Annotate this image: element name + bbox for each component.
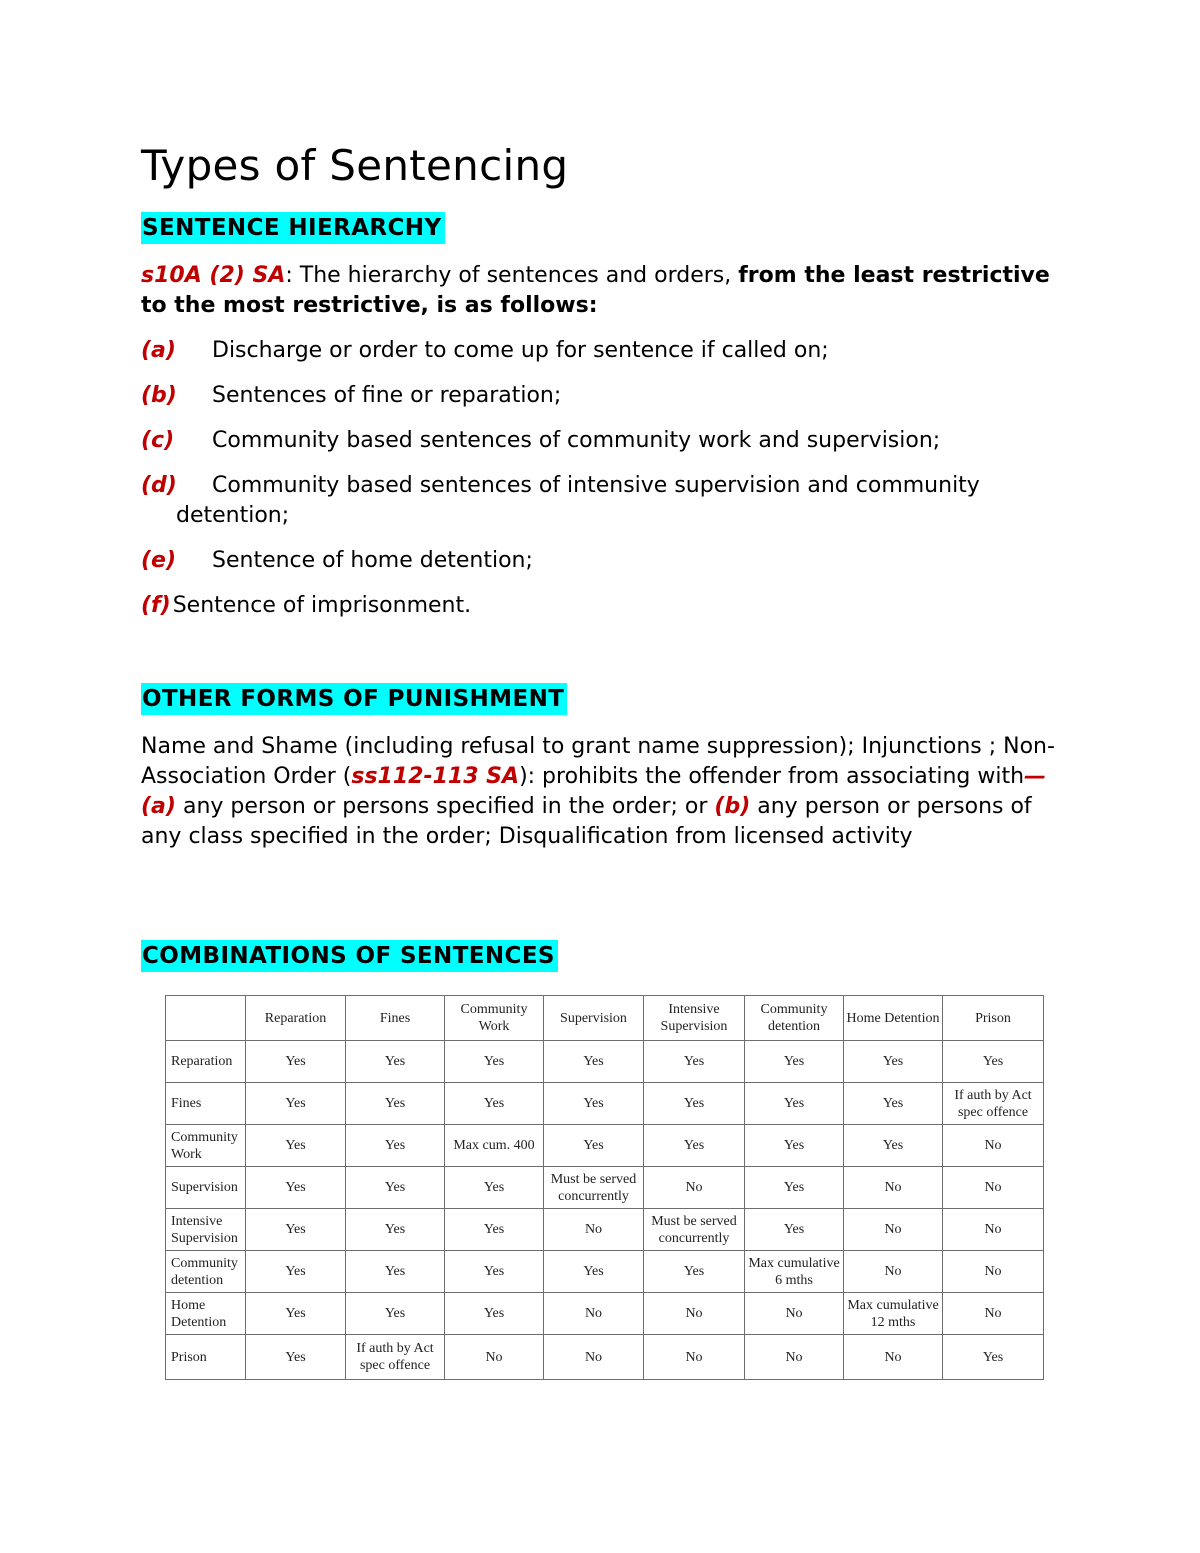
- heading-other-forms: OTHER FORMS OF PUNISHMENT: [141, 683, 567, 715]
- column-header: Fines: [346, 996, 445, 1041]
- row-header: Intensive Supervision: [166, 1209, 246, 1251]
- row-header: Supervision: [166, 1167, 246, 1209]
- row-header: Home Detention: [166, 1293, 246, 1335]
- column-header: [166, 996, 246, 1041]
- table-cell: Must be served concurrently: [544, 1167, 644, 1209]
- statute-ref-s10a: s10A (2) SA: [141, 263, 286, 288]
- table-header-row: [166, 996, 1044, 1041]
- table-cell: Yes: [644, 1251, 745, 1293]
- column-header: Prison: [943, 996, 1044, 1041]
- table-cell: Yes: [246, 1293, 346, 1335]
- table-cell: Yes: [544, 1041, 644, 1083]
- table-row: [166, 1041, 1044, 1083]
- table-cell: No: [844, 1251, 943, 1293]
- table-cell: No: [844, 1335, 943, 1380]
- table-cell: Yes: [544, 1251, 644, 1293]
- table-cell: Yes: [644, 1083, 745, 1125]
- table-cell: Yes: [844, 1083, 943, 1125]
- table-cell: Yes: [745, 1125, 844, 1167]
- table-cell: Yes: [346, 1293, 445, 1335]
- table-cell: Yes: [844, 1041, 943, 1083]
- table-cell: Yes: [445, 1293, 544, 1335]
- table-cell: No: [745, 1293, 844, 1335]
- hierarchy-item-b: (b) Sentences of fine or reparation;: [141, 383, 562, 408]
- column-header: Reparation: [246, 996, 346, 1041]
- table-cell: Yes: [246, 1083, 346, 1125]
- table-cell: Yes: [844, 1125, 943, 1167]
- row-header: Community Work: [166, 1125, 246, 1167]
- column-header: Community detention: [745, 996, 844, 1041]
- table-cell: Must be served concurrently: [644, 1209, 745, 1251]
- table-cell: Yes: [346, 1167, 445, 1209]
- row-header: Community detention: [166, 1251, 246, 1293]
- table-cell: Max cumulative 12 mths: [844, 1293, 943, 1335]
- table-cell: Yes: [745, 1083, 844, 1125]
- table-cell: Yes: [445, 1209, 544, 1251]
- table-cell: Max cumulative 6 mths: [745, 1251, 844, 1293]
- column-header: Home Detention: [844, 996, 943, 1041]
- hierarchy-item-a: (a) Discharge or order to come up for sentence if called on;: [141, 338, 829, 363]
- hierarchy-item-d: (d) Community based sentences of intensive supervision and community detention;: [141, 473, 980, 528]
- table-cell: Yes: [644, 1125, 745, 1167]
- table-cell: Max cum. 400: [445, 1125, 544, 1167]
- table-cell: No: [544, 1209, 644, 1251]
- table-cell: Yes: [445, 1083, 544, 1125]
- statute-ref-ss112: ss112-113 SA: [351, 764, 520, 789]
- hierarchy-item-e: (e) Sentence of home detention;: [141, 548, 533, 573]
- row-header: Prison: [166, 1335, 246, 1380]
- table-cell: If auth by Act spec offence: [346, 1335, 445, 1380]
- table-cell: No: [844, 1167, 943, 1209]
- table-cell: No: [644, 1293, 745, 1335]
- table-cell: Yes: [445, 1167, 544, 1209]
- table-row: [166, 1167, 1044, 1209]
- heading-combinations: COMBINATIONS OF SENTENCES: [141, 940, 558, 972]
- table-cell: Yes: [644, 1041, 745, 1083]
- table-cell: Yes: [745, 1209, 844, 1251]
- table-cell: Yes: [246, 1209, 346, 1251]
- table-cell: Yes: [544, 1125, 644, 1167]
- table-cell: Yes: [544, 1083, 644, 1125]
- hierarchy-intro: s10A (2) SA: The hierarchy of sentences and orders, from the least restrictive to the most restrictive, is as follows:: [141, 263, 1050, 318]
- other-forms-paragraph: Name and Shame (including refusal to grant name suppression); Injunctions ; Non-Association Order (ss112-113 SA): prohibits the offender from associating with—(a) any person or persons specified in the order; or (b) any person or persons of any class specified in the order; Disqualification from licensed activity: [141, 734, 1055, 849]
- table-cell: No: [943, 1293, 1044, 1335]
- table-cell: No: [943, 1167, 1044, 1209]
- table-row: [166, 1293, 1044, 1335]
- table-cell: Yes: [445, 1251, 544, 1293]
- table-cell: Yes: [346, 1251, 445, 1293]
- table-cell: Yes: [346, 1083, 445, 1125]
- column-header: Community Work: [445, 996, 544, 1041]
- combinations-table: [165, 995, 1044, 1380]
- table-row: [166, 1335, 1044, 1380]
- table-cell: No: [544, 1335, 644, 1380]
- hierarchy-item-f: (f)Sentence of imprisonment.: [141, 593, 472, 618]
- table-cell: Yes: [246, 1125, 346, 1167]
- table-row: [166, 1083, 1044, 1125]
- heading-sentence-hierarchy: SENTENCE HIERARCHY: [141, 212, 445, 244]
- table-cell: No: [445, 1335, 544, 1380]
- table-cell: Yes: [246, 1251, 346, 1293]
- table-row: [166, 1251, 1044, 1293]
- table-cell: Yes: [246, 1041, 346, 1083]
- table-cell: No: [644, 1335, 745, 1380]
- table-cell: No: [943, 1251, 1044, 1293]
- table-cell: Yes: [346, 1209, 445, 1251]
- page-title: Types of Sentencing: [141, 141, 569, 190]
- table-cell: Yes: [346, 1041, 445, 1083]
- table-cell: Yes: [246, 1167, 346, 1209]
- table-row: [166, 1209, 1044, 1251]
- table-cell: No: [544, 1293, 644, 1335]
- row-header: Fines: [166, 1083, 246, 1125]
- table-cell: Yes: [943, 1041, 1044, 1083]
- table-cell: No: [644, 1167, 745, 1209]
- table-cell: Yes: [745, 1041, 844, 1083]
- table-cell: Yes: [943, 1335, 1044, 1380]
- table-cell: Yes: [346, 1125, 445, 1167]
- column-header: Supervision: [544, 996, 644, 1041]
- table-cell: No: [943, 1209, 1044, 1251]
- hierarchy-item-c: (c) Community based sentences of community work and supervision;: [141, 428, 941, 453]
- table-cell: No: [745, 1335, 844, 1380]
- table-row: [166, 1125, 1044, 1167]
- table-cell: If auth by Act spec offence: [943, 1083, 1044, 1125]
- table-cell: No: [943, 1125, 1044, 1167]
- row-header: Reparation: [166, 1041, 246, 1083]
- column-header: Intensive Supervision: [644, 996, 745, 1041]
- table-cell: Yes: [445, 1041, 544, 1083]
- table-cell: Yes: [246, 1335, 346, 1380]
- table-cell: No: [844, 1209, 943, 1251]
- table-cell: Yes: [745, 1167, 844, 1209]
